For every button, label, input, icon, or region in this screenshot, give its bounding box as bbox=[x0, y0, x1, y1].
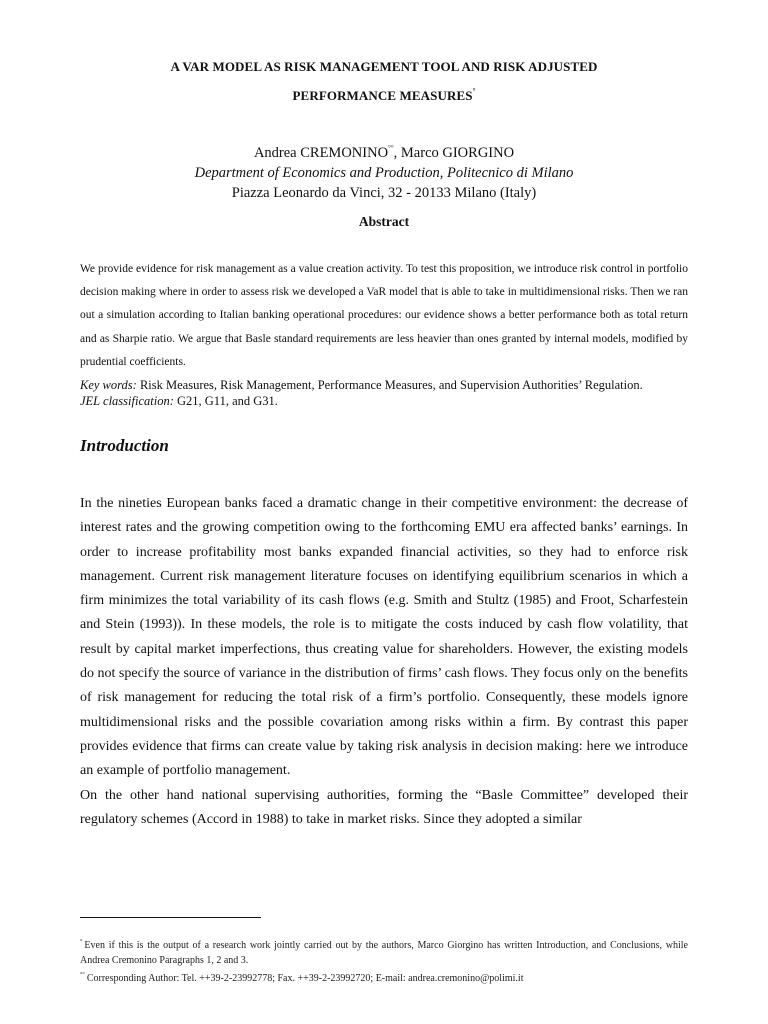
author-1: Andrea CREMONINO bbox=[253, 145, 389, 161]
abstract-heading: Abstract bbox=[358, 214, 410, 229]
author-1-mark: °° bbox=[388, 144, 394, 152]
footnote-1-text: Even if this is the output of a research work jointly carried out by the authors, Marco Giorgino has written Introduction, and Conclusions, while Andrea Cremonino Paragraphs 1, 2 and 3. bbox=[80, 940, 688, 966]
title-line-2 bbox=[80, 89, 688, 103]
intro-paragraph-1: In the nineties European banks faced a dramatic change in their competitive environment: the decrease of interest rates and the growing competition owing to the forthcoming EMU era affected banks’ earnings. In order to increase profitability most banks expanded financial activities, so they had to enforce risk management. Current risk management literature focuses on identifying equilibrium scenarios in which a firm minimizes the total variability of its cash flows (e.g. Smith and Stultz (1985) and Froot, Scharfestein and Stein (1993)). In these models, the role is to mitigate the costs induced by cash flow volatility, that result by capital market imperfections, thus creating value for shareholders. However, the existing models do not specify the source of variance in the distribution of firms’ cash flows. They focus only on the benefits of risk management for reducing the total risk of a firm’s portfolio. Consequently, these models ignore multidimensional risks and the possible covariation among risks within a firm. By contrast this paper provides evidence that firms can create value by taking risk analysis in decision making: here we introduce an example of portfolio management. bbox=[80, 496, 688, 779]
title-line-2-text: PERFORMANCE MEASURES bbox=[292, 88, 473, 103]
author-address: Piazza Leonardo da Vinci, 32 - 20133 Milano (Italy) bbox=[231, 185, 537, 201]
keywords-line bbox=[80, 378, 688, 394]
introduction-heading: Introduction bbox=[80, 436, 169, 455]
title-line-1: A VAR MODEL AS RISK MANAGEMENT TOOL AND RISK ADJUSTED bbox=[170, 59, 598, 74]
footnote-2 bbox=[80, 968, 688, 987]
jel-value: G21, G11, and G31. bbox=[173, 393, 278, 408]
jel-label: JEL classification: bbox=[80, 393, 174, 408]
footnotes bbox=[80, 935, 688, 987]
keywords-block bbox=[80, 378, 688, 409]
footnote-2-text: Corresponding Author: Tel. ++39-2-23992778; Fax. ++39-2-23992720; E-mail: andrea.cremonino@polimi.it bbox=[86, 973, 524, 984]
keywords-label: Key words: bbox=[80, 378, 137, 392]
keywords-value: Risk Measures, Risk Management, Performance Measures, and Supervision Authorities’ Regulation. bbox=[136, 378, 643, 392]
footnote-divider bbox=[80, 917, 261, 918]
author-department: Department of Economics and Production, Politecnico di Milano bbox=[194, 165, 574, 181]
author-2: , Marco GIORGINO bbox=[393, 145, 515, 161]
intro-paragraph-2: On the other hand national supervising authorities, forming the “Basle Committee” developed their regulatory schemes (Accord in 1988) to take in market risks. Since they adopted a similar bbox=[80, 787, 688, 827]
footnote-1 bbox=[80, 935, 688, 968]
author-block bbox=[80, 143, 688, 203]
abstract-text: We provide evidence for risk management as a value creation activity. To test this proposition, we introduce risk control in portfolio decision making where in order to assess risk we developed a VaR model that is able to take in multidimensional risks. Then we ran out a simulation according to Italian banking operational procedures: our evidence shows a better performance both as total return and as Sharpie ratio. We argue that Basle standard requirements are less heavier than ones granted by internal models, modified by prudential coefficients. bbox=[80, 263, 688, 368]
paper-title bbox=[80, 60, 688, 103]
author-names bbox=[80, 143, 688, 163]
footnote-2-mark: °° bbox=[80, 972, 85, 978]
introduction-body bbox=[80, 492, 688, 832]
footnote-1-mark: ° bbox=[80, 939, 83, 945]
title-footnote-mark: ° bbox=[472, 87, 476, 95]
jel-line bbox=[80, 394, 688, 410]
